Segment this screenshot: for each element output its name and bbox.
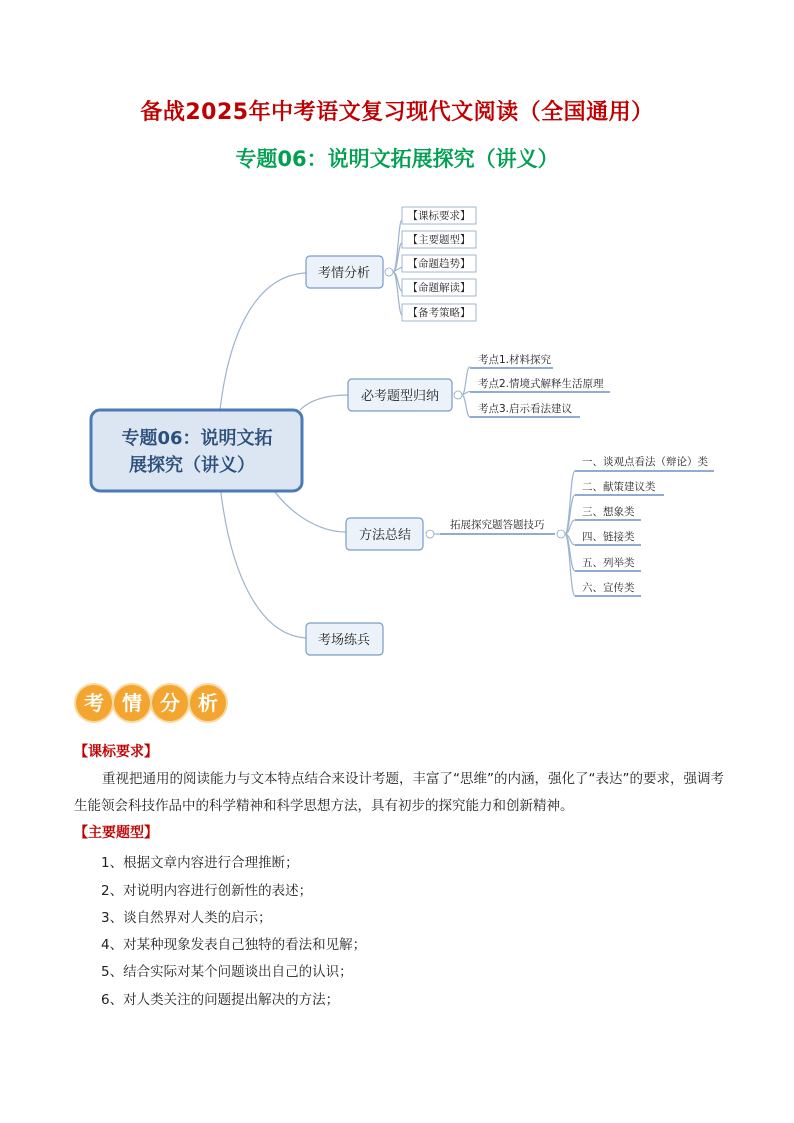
collapse-toggle-3[interactable]: [426, 530, 434, 538]
center-node[interactable]: [91, 410, 302, 491]
node-answer-skills-label: 拓展探究题答题技巧: [450, 519, 545, 531]
leaf-label: 【备考策略】: [407, 307, 471, 319]
badge-char: 情: [112, 683, 152, 723]
question-types-heading: 【主要题型】: [74, 825, 158, 841]
collapse-toggle-1[interactable]: [385, 268, 393, 276]
leaf-connector-2: [462, 367, 470, 417]
leaf-label: 一、谈观点看法（辩论）类: [582, 456, 708, 468]
leaf-label: 五、列举类: [582, 557, 635, 569]
leaf-label: 考点1.材料探究: [478, 354, 552, 366]
center-node-line1: 专题06：说明文拓: [121, 428, 273, 449]
leaf-label: 四、链接类: [582, 531, 635, 543]
node-method-summary-label: 方法总结: [358, 528, 412, 543]
leaf-label: 考点3.启示看法建议: [478, 403, 573, 415]
branch-curve-4: [220, 485, 306, 638]
leaf-label: 考点2.情境式解释生活原理: [478, 378, 604, 390]
curriculum-text: 重视把通用的阅读能力与文本特点结合来设计考题，丰富了“思维”的内涵，强化了“表达”的要求，强调考生能领会科技作品中的科学精神和科学思想方法，具有初步的探究能力和创新精神。: [74, 771, 724, 814]
document-title: 备战2025年中考语文复习现代文阅读（全国通用）: [140, 100, 654, 125]
leaf-label: 【主要题型】: [407, 234, 471, 246]
list-item: 4、对某种现象发表自己独特的看法和见解；: [101, 937, 367, 953]
node-question-types-label: 必考题型归纳: [360, 389, 440, 404]
collapse-toggle-4[interactable]: [557, 530, 565, 538]
leaf-label: 【课标要求】: [407, 210, 471, 222]
node-practice-label: 考场练兵: [317, 633, 371, 648]
leaf-label: 二、献策建议类: [582, 481, 656, 493]
node-exam-analysis-label: 考情分析: [317, 266, 371, 281]
leaf-label: 【命题趋势】: [407, 258, 471, 270]
collapse-toggle-2[interactable]: [454, 391, 462, 399]
branch-curve-2: [300, 395, 348, 410]
leaf-connector-1: [393, 220, 402, 315]
list-item: 3、谈自然界对人类的启示；: [101, 910, 272, 926]
document-subtitle: 专题06：说明文拓展探究（讲义）: [235, 147, 559, 171]
branch-curve-1: [220, 273, 306, 410]
center-node-line2: 展探究（讲义）: [129, 455, 255, 476]
leaf-label: 【命题解读】: [407, 282, 471, 294]
curriculum-heading: 【课标要求】: [74, 744, 158, 760]
leaf-group-1: [402, 207, 476, 321]
mindmap: [0, 195, 794, 665]
badge-char: 考: [74, 683, 114, 723]
leaf-group-3: [575, 455, 714, 596]
list-item: 5、结合实际对某个问题谈出自己的认识；: [101, 964, 353, 980]
list-item: 2、对说明内容进行创新性的表述；: [101, 883, 313, 899]
list-item: 6、对人类关注的问题提出解决的方法；: [101, 992, 340, 1008]
badge-char: 分: [150, 683, 190, 723]
list-item: 1、根据文章内容进行合理推断；: [101, 855, 299, 871]
badge-char: 析: [188, 683, 228, 723]
leaf-label: 三、想象类: [582, 506, 635, 518]
leaf-connector-3: [565, 471, 575, 596]
leaf-label: 六、宣传类: [582, 582, 635, 594]
leaf-group-2: [470, 353, 610, 417]
